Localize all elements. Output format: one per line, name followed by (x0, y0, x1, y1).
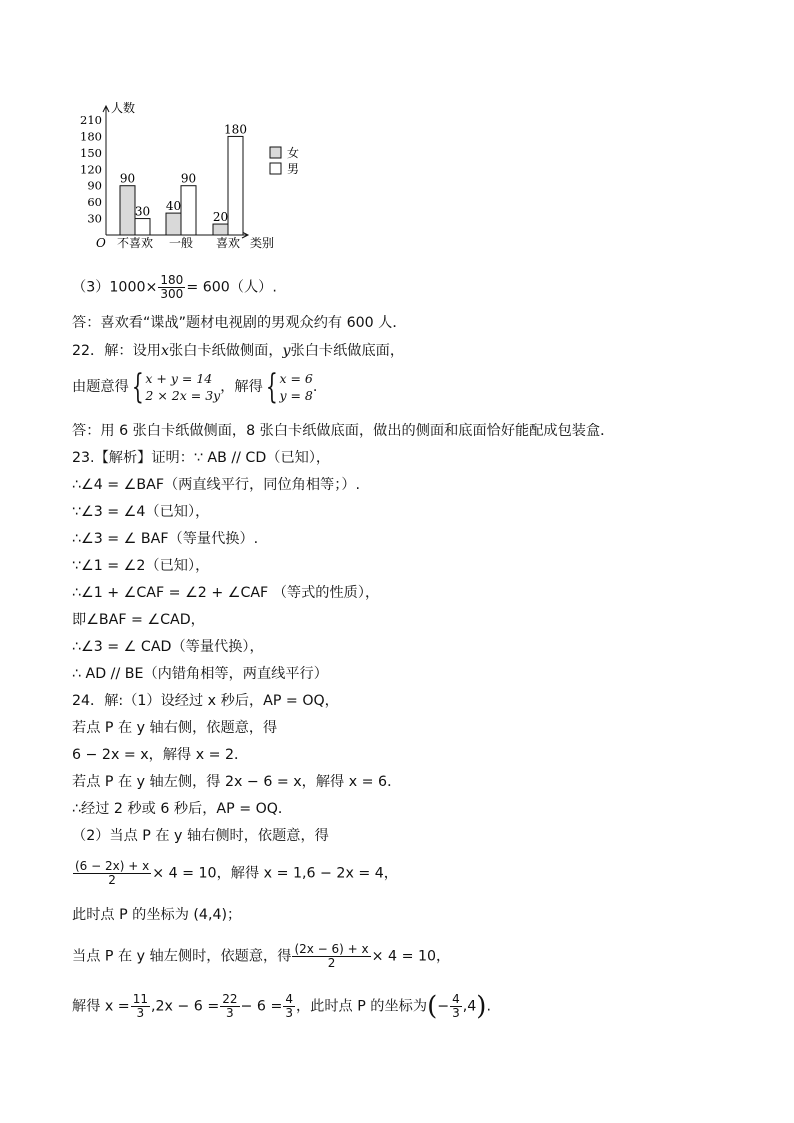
equation-row: x + y = 14 (145, 371, 213, 386)
equation-row: 2 × 2x = 3y (145, 388, 221, 403)
legend-label: 女 (287, 146, 300, 160)
line-q23-7: 即∠BAF = ∠CAD， (72, 612, 205, 628)
text: （3）1000× (72, 279, 158, 296)
x-tick-label: 喜欢 (215, 236, 241, 250)
line-q24-9 (72, 943, 450, 970)
text: ，此时点 P 的坐标为 (295, 998, 428, 1015)
bar-value-label: 30 (134, 204, 151, 219)
bar (135, 219, 150, 235)
denominator: 3 (226, 1006, 234, 1020)
y-tick-label: 120 (80, 162, 102, 177)
fraction (131, 993, 150, 1020)
text: × 4 = 10， (371, 948, 451, 965)
bar (166, 213, 181, 235)
line-q23-6: ∴∠1 + ∠CAF = ∠2 + ∠CAF （等式的性质）， (72, 585, 380, 601)
text: 张白卡纸做底面， (290, 343, 405, 359)
line-q24-1: 24．解:（1）设经过 x 秒后，AP = OQ， (72, 693, 339, 709)
text: ，解得 (220, 379, 263, 395)
fraction (450, 993, 462, 1020)
line-q24-2: 若点 P 在 y 轴右侧，依题意，得 (72, 720, 278, 736)
text: 22．解：设用 (72, 343, 161, 359)
legend-swatch (270, 147, 281, 158)
y-tick-label: 30 (87, 211, 102, 226)
line-q23-8: ∴∠3 = ∠ CAD（等量代换）， (72, 639, 264, 655)
line-q24-6: （2）当点 P 在 y 轴右侧时，依题意，得 (72, 828, 329, 844)
numerator: 22 (222, 992, 238, 1006)
denominator: 3 (452, 1006, 460, 1020)
text: ,4 (462, 998, 477, 1015)
equation-row: x = 6 (279, 371, 313, 386)
bar (181, 186, 196, 235)
numerator: 4 (452, 992, 460, 1006)
text: . (486, 998, 491, 1015)
line-q23-2: ∴∠4 = ∠BAF（两直线平行，同位角相等；）. (72, 477, 361, 493)
bar-chart (70, 92, 310, 264)
fraction (283, 993, 295, 1020)
line-q23-4: ∴∠3 = ∠ BAF（等量代换）. (72, 531, 259, 547)
text: = 600（人）. (186, 279, 277, 296)
fraction (158, 274, 185, 301)
numerator: 11 (132, 992, 148, 1006)
text: − 6 = (240, 998, 283, 1015)
legend-swatch (270, 163, 281, 174)
bar (120, 186, 135, 235)
line-q24-8: 此时点 P 的坐标为 (4,4)； (72, 907, 242, 923)
paren-right: ) (476, 991, 487, 1022)
var-x: x (161, 343, 170, 359)
numerator: (6 − 2x) + x (75, 859, 150, 873)
y-tick-label: 210 (80, 113, 102, 127)
line-q22-system (72, 367, 318, 407)
text: 由题意得 (72, 379, 129, 395)
denominator: 3 (136, 1006, 145, 1020)
line-q23-9: ∴ AD // BE（内错角相等，两直线平行） (72, 666, 328, 682)
y-tick-label: 60 (87, 195, 102, 210)
bar-value-label: 40 (165, 199, 182, 214)
numerator: (2x − 6) + x (294, 942, 369, 956)
equation-row: y = 8 (279, 388, 313, 403)
x-tick-label: 不喜欢 (116, 236, 154, 250)
line-part3 (72, 274, 277, 301)
x-tick-label: 一般 (168, 236, 194, 250)
line-q23-3: ∵∠3 = ∠4（已知）， (72, 504, 210, 520)
text: 张白卡纸做侧面， (169, 343, 283, 359)
text: 解得 x = (72, 998, 130, 1015)
line-q24-7 (72, 860, 398, 887)
line-q22-setup (72, 341, 404, 361)
line-q24-10 (72, 993, 491, 1020)
fraction (73, 860, 151, 887)
fraction (220, 993, 239, 1020)
bar (228, 136, 243, 235)
solution-system: { x = 6 y = 8 (265, 367, 313, 407)
legend-label: 男 (287, 162, 300, 176)
bar-value-label: 90 (119, 171, 136, 186)
line-q24-3: 6 − 2x = x，解得 x = 2． (72, 747, 249, 763)
bar-value-label: 180 (224, 122, 247, 137)
text: × 4 = 10，解得 x = 1,6 − 2x = 4， (152, 865, 398, 882)
denominator: 300 (160, 287, 184, 301)
minus-sign: − (437, 998, 450, 1015)
equation-system: { x + y = 14 2 × 2x = 3y (131, 367, 221, 407)
denominator: 2 (108, 873, 116, 887)
bar-value-label: 90 (180, 171, 197, 186)
origin-label: O (96, 236, 106, 250)
y-tick-label: 180 (80, 129, 102, 144)
numerator: 180 (160, 273, 184, 287)
var-y: y (282, 343, 291, 359)
y-tick-label: 150 (80, 145, 102, 160)
text: ,2x − 6 = (150, 998, 220, 1015)
paren-left: ( (427, 991, 438, 1022)
denominator: 3 (285, 1006, 293, 1020)
x-axis-label: 类别 (250, 236, 275, 250)
line-answer-21: 答：喜欢看“谍战”题材电视剧的男观众约有 600 人． (72, 315, 407, 331)
y-axis-label: 人数 (111, 101, 136, 115)
text: . (312, 379, 318, 395)
line-q23-1: 23.【解析】证明：∵ AB // CD（已知）， (72, 450, 331, 466)
bar (213, 224, 228, 235)
chart-legend (270, 146, 299, 176)
line-q23-5: ∵∠1 = ∠2（已知）， (72, 558, 210, 574)
denominator: 2 (327, 956, 336, 970)
fraction (292, 943, 370, 970)
numerator: 4 (285, 992, 293, 1006)
line-q24-4: 若点 P 在 y 轴左侧，得 2x − 6 = x，解得 x = 6． (72, 774, 402, 790)
y-tick-label: 90 (87, 178, 102, 193)
text: 当点 P 在 y 轴左侧时，依题意，得 (72, 948, 292, 965)
line-q24-5: ∴经过 2 秒或 6 秒后，AP = OQ． (72, 801, 293, 817)
bar-value-label: 20 (212, 210, 229, 225)
line-answer-22: 答：用 6 张白卡纸做侧面，8 张白卡纸做底面，做出的侧面和底面恰好能配成包装盒． (72, 423, 615, 439)
